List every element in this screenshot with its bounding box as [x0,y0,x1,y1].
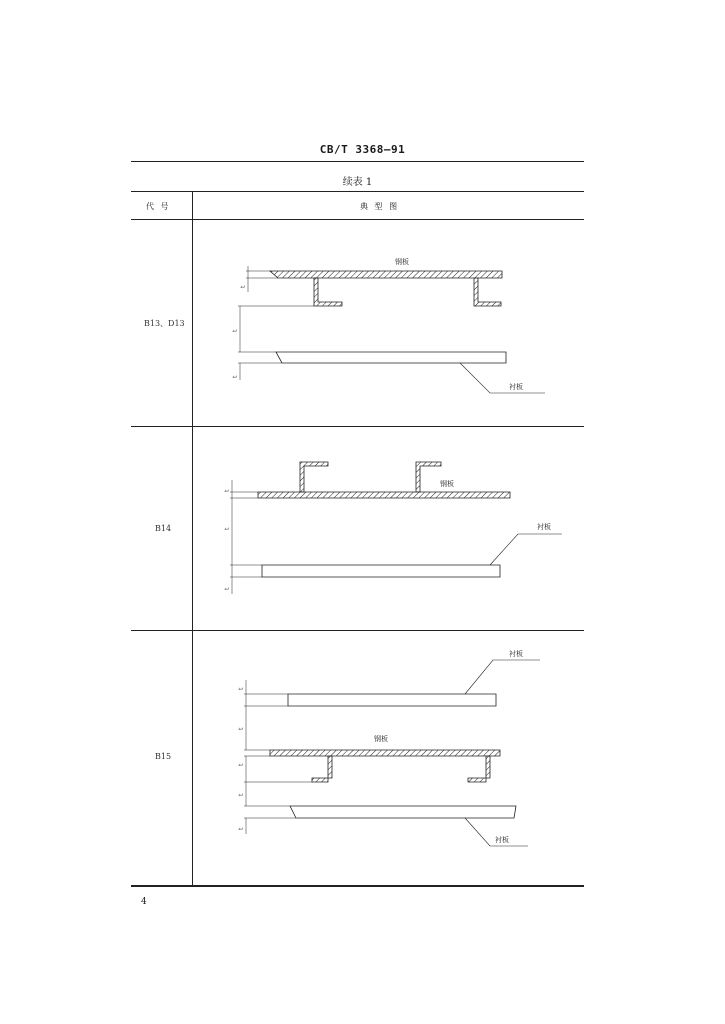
lower-liner-plate [290,806,516,818]
liner-leader [460,363,545,393]
b14-liner-label: 衬板 [537,523,551,531]
column-header-figure: 典 型 图 [360,202,400,211]
b14-dim-t-liner: t [224,587,231,590]
drawing-b13-d13 [238,266,545,393]
b15-upper-liner-label: 衬板 [509,650,523,658]
liner-plate [276,352,506,363]
b13-dim-t-liner: t [232,375,239,378]
row-code-b14: B14 [155,524,172,533]
stiffener-left [312,756,332,782]
b15-dim-t-5: t [238,827,245,830]
stiffener-right [474,278,501,306]
b13-liner-label: 衬板 [509,383,523,391]
stiffener-left [300,462,328,492]
b13-dim-t-top: t [240,285,247,288]
row-code-b15: B15 [155,752,172,761]
stiffener-right [416,462,441,492]
b15-dim-t-3: t [238,763,245,766]
b14-dim-t-gap: t [224,527,231,530]
column-header-code: 代 号 [146,202,171,211]
steel-plate [258,492,510,498]
upper-liner-plate [288,694,496,706]
page-number: 4 [141,897,147,907]
stiffener-right [468,756,490,782]
upper-liner-leader [465,660,540,694]
b14-steel-plate-label: 钢板 [440,480,454,488]
drawing-b15 [244,660,540,846]
steel-plate [270,750,500,756]
b15-lower-liner-label: 衬板 [495,836,509,844]
row-code-b13-d13: B13、D13 [144,319,185,328]
table-title: 续表 1 [342,177,373,188]
b15-dim-t-2: t [238,727,245,730]
b15-dim-t-4: t [238,793,245,796]
b13-top-plate-label: 钢板 [395,258,409,266]
b15-steel-plate-label: 钢板 [374,735,388,743]
b15-dim-t-1: t [238,687,245,690]
b14-dim-t-plate: t [224,489,231,492]
drawing-b14 [230,462,562,594]
top-steel-plate [270,271,502,278]
stiffener-left [314,278,342,306]
b13-dim-t-gap: t [232,329,239,332]
liner-leader [490,534,562,565]
standard-code-header: CB/T 3368—91 [319,143,406,156]
liner-plate [262,565,500,577]
